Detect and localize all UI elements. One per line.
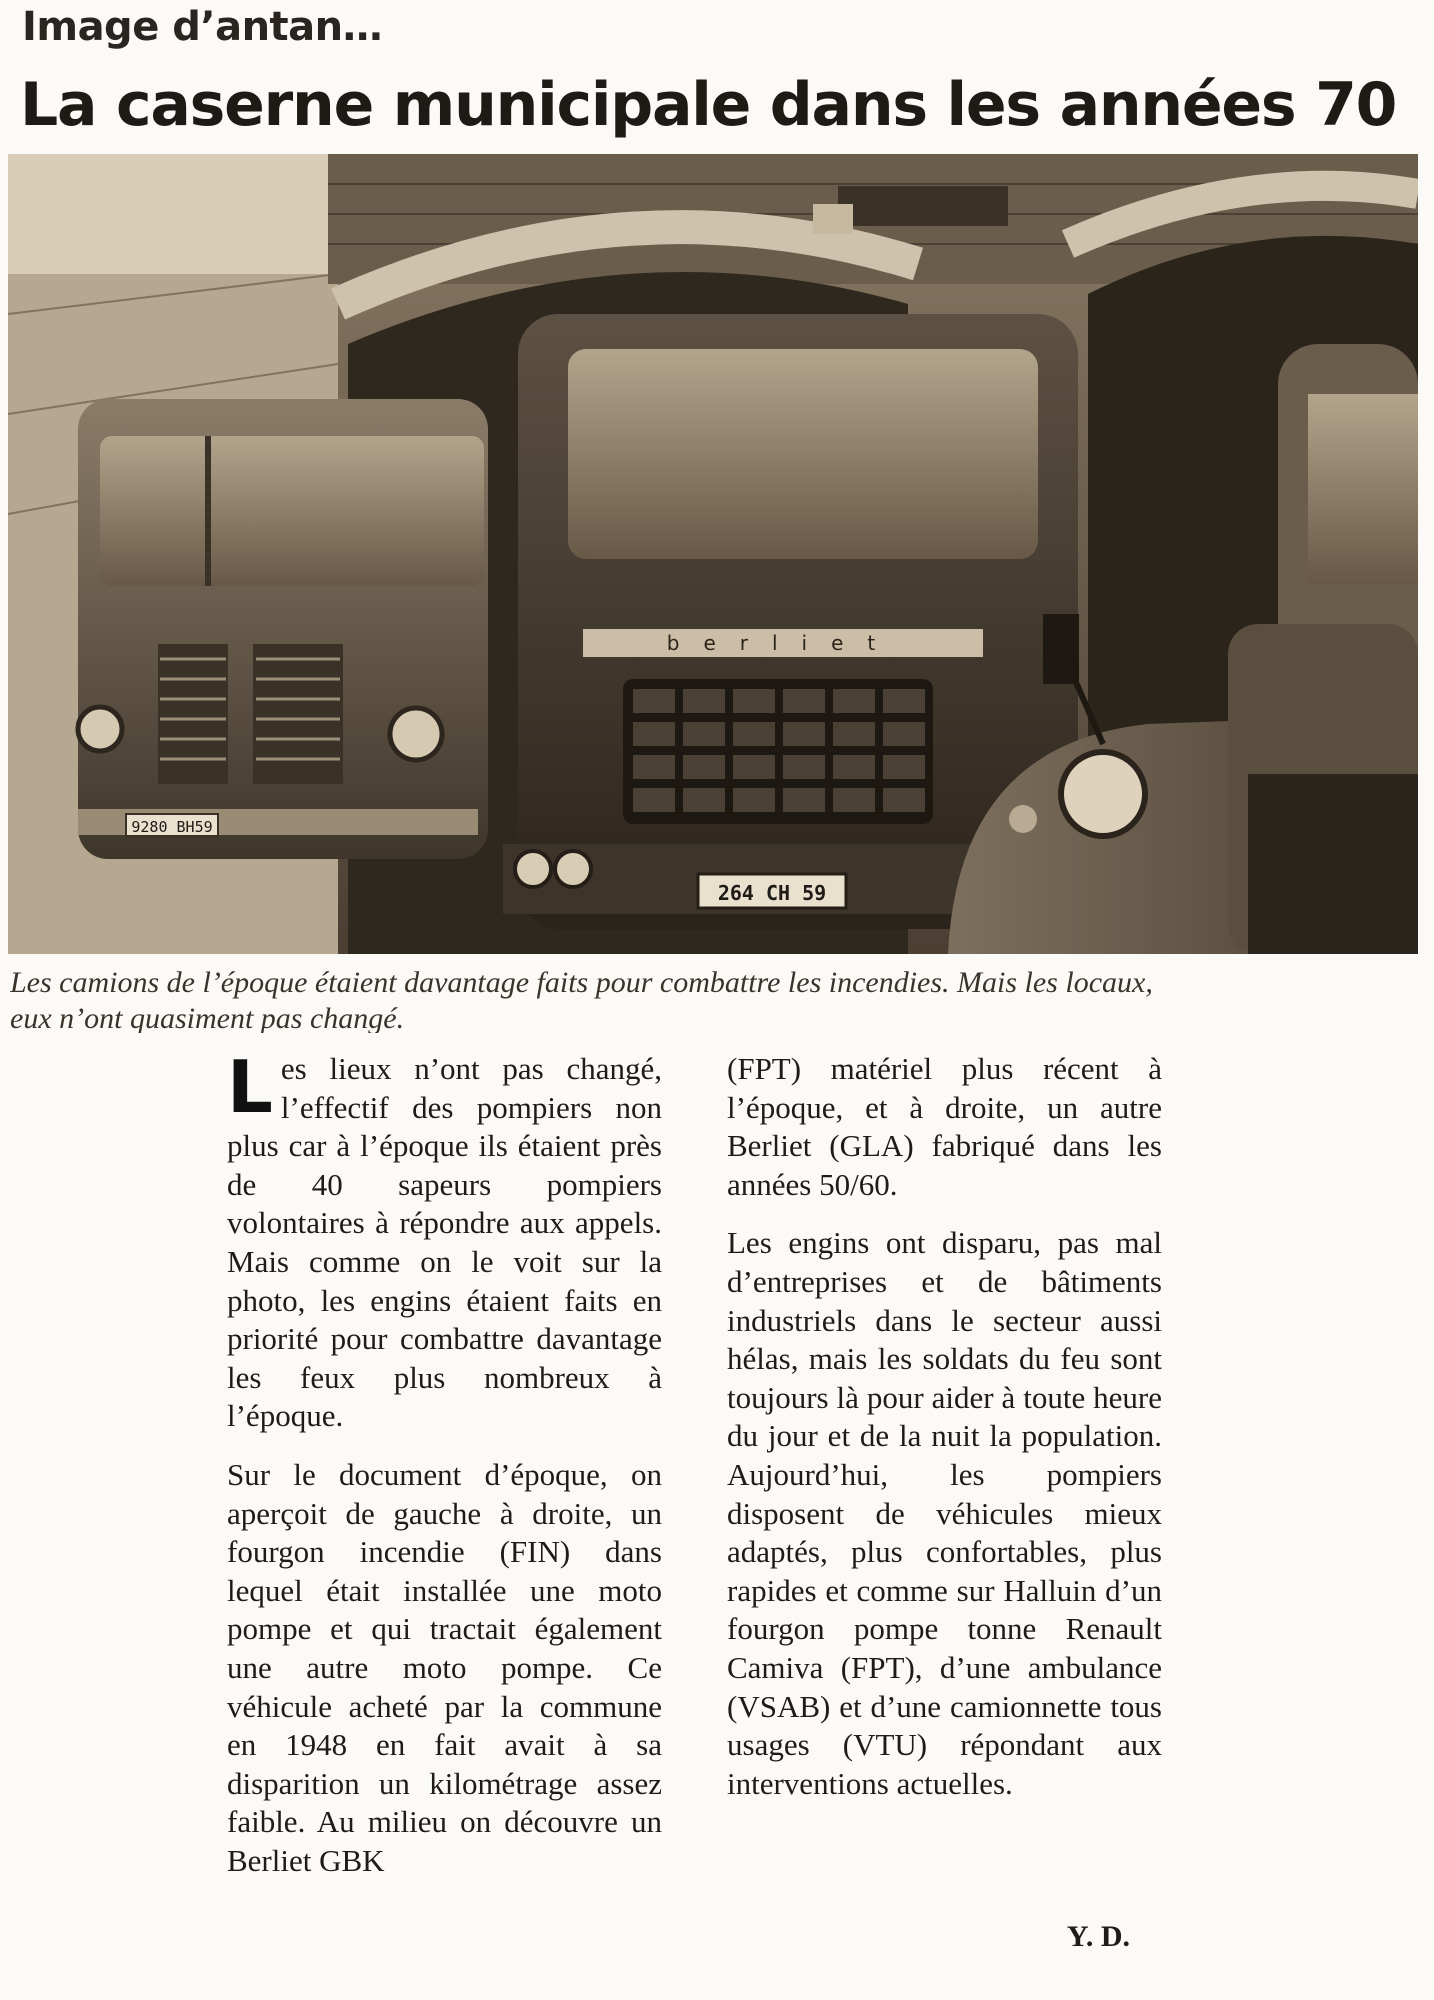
author-signature: Y. D. xyxy=(1066,1920,1130,1953)
article-headline: La caserne municipale dans les années 70 xyxy=(20,70,1397,140)
paragraph-1-text: es lieux n’ont pas changé, l’effectif des pompiers non plus car à l’époque ils étaient près de 40 sapeurs pompiers volontaires à répondre aux appels. Mais comme on le voit sur la photo, les engins étaient faits en priorité pour combattre davantage les feux plus nombreux à l’époque. xyxy=(227,1051,662,1434)
center-plate: 264 CH 59 xyxy=(717,881,827,905)
article-column-right xyxy=(727,1050,1162,1823)
section-kicker: Image d’antan… xyxy=(22,4,383,50)
paragraph-4: Les engins ont disparu, pas mal d’entreprises et de bâtiments industriels dans le secteur aussi hélas, mais les soldats du feu sont toujours là pour aider à toute heure du jour et de la nuit la population. Aujourd’hui, les pompiers disposent de véhicules mieux adaptés, plus confortables, plus rapides et comme sur Halluin d’un fourgon pompe tonne Renault Camiva (FPT), d’une ambulance (VSAB) et d’une camionnette tous usages (VTU) répondant aux interventions actuelles. xyxy=(727,1225,1162,1801)
berliet-badge: berliet xyxy=(666,631,900,655)
left-fire-truck xyxy=(78,399,488,859)
paragraph-1 xyxy=(227,1045,662,1436)
left-plate: 9280 BH59 xyxy=(131,818,213,836)
drop-cap: L xyxy=(227,1045,273,1129)
caption-line-1: Les camions de l’époque étaient davantage faits pour combattre les incendies. Mais les locaux, xyxy=(10,966,1153,999)
article-column-left xyxy=(227,1045,662,1900)
caption-line-2: eux n’ont quasiment pas changé. xyxy=(10,1002,405,1033)
paragraph-2: Sur le document d’époque, on aperçoit de gauche à droite, un fourgon incendie (FIN) dans lequel était installée une moto pompe et qui tractait également une autre moto pompe. Ce véhicule acheté par la commune en 1948 en fait avait à sa disparition un kilométrage assez faible. Au milieu on découvre un Berliet GBK xyxy=(227,1456,662,1878)
article-photo xyxy=(8,154,1418,954)
paragraph-3: (FPT) matériel plus récent à l’époque, et à droite, un autre Berliet (GLA) fabriqué dans les années 50/60. xyxy=(727,1051,1162,1202)
photo-caption xyxy=(10,965,1420,1033)
